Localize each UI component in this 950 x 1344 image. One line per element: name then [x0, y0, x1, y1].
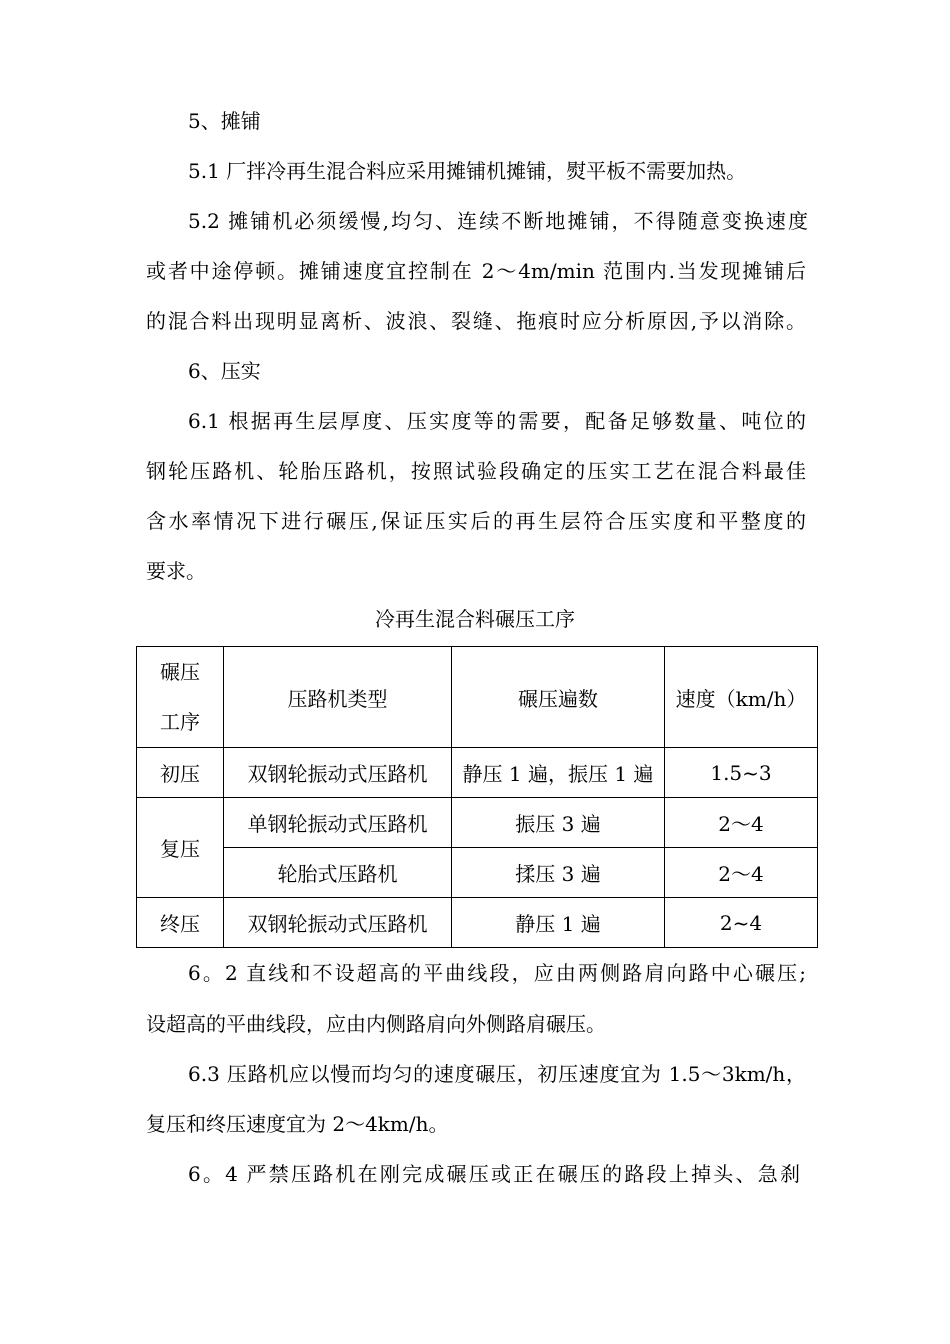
roller-cell: 轮胎式压路机 — [224, 848, 452, 898]
table-row — [137, 898, 818, 948]
header-process-line-1: 碾压 — [160, 660, 200, 684]
section-6-heading: 6、压实 — [188, 359, 261, 383]
speed-cell: 2～4 — [665, 798, 818, 848]
roller-cell: 单钢轮振动式压路机 — [224, 798, 452, 848]
section-5-heading: 5、摊铺 — [188, 109, 261, 133]
table-header-row — [137, 647, 818, 748]
paragraph-6-2-line-1: 6。2 直线和不设超高的平曲线段，应由两侧路肩向路中心碾压; — [188, 961, 806, 985]
paragraph-5-2-line-2: 或者中途停顿。摊铺速度宜控制在 2～4m/min 范围内.当发现摊铺后 — [146, 259, 806, 283]
passes-cell: 揉压 3 遍 — [452, 848, 665, 898]
header-cell-speed: 速度（km/h） — [665, 647, 818, 748]
paragraph-6-3-line-1: 6.3 压路机应以慢而均匀的速度碾压，初压速度宜为 1.5～3km/h， — [188, 1062, 806, 1086]
header-cell-passes: 碾压遍数 — [452, 647, 665, 748]
process-cell: 初压 — [137, 748, 224, 798]
rolling-process-table — [136, 646, 818, 948]
paragraph-6-1-line-2: 钢轮压路机、轮胎压路机，按照试验段确定的压实工艺在混合料最佳 — [146, 459, 806, 483]
paragraph-5-2-line-3: 的混合料出现明显离析、波浪、裂缝、拖痕时应分析原因,予以消除。 — [146, 309, 806, 333]
roller-cell: 双钢轮振动式压路机 — [224, 748, 452, 798]
paragraph-5-2-line-1: 5.2 摊铺机必须缓慢,均匀、连续不断地摊铺，不得随意变换速度 — [188, 209, 808, 233]
speed-cell: 1.5~3 — [665, 748, 818, 798]
table-caption: 冷再生混合料碾压工序 — [375, 607, 575, 631]
paragraph-6-4-line-1: 6。4 严禁压路机在刚完成碾压或正在碾压的路段上掉头、急刹 — [188, 1162, 800, 1186]
paragraph-6-1-line-4: 要求。 — [146, 559, 206, 583]
speed-cell: 2~4 — [665, 898, 818, 948]
table-row — [137, 798, 818, 848]
paragraph-6-2-line-2: 设超高的平曲线段，应由内侧路肩向外侧路肩碾压。 — [146, 1012, 606, 1036]
process-cell: 终压 — [137, 898, 224, 948]
header-process-line-2: 工序 — [160, 710, 200, 734]
passes-cell: 振压 3 遍 — [452, 798, 665, 848]
roller-cell: 双钢轮振动式压路机 — [224, 898, 452, 948]
header-cell-process — [137, 647, 224, 748]
paragraph-5-1: 5.1 厂拌冷再生混合料应采用摊铺机摊铺，熨平板不需要加热。 — [188, 159, 747, 183]
table-row — [137, 848, 818, 898]
speed-cell: 2～4 — [665, 848, 818, 898]
table-row — [137, 748, 818, 798]
process-cell: 复压 — [137, 798, 224, 898]
paragraph-6-1-line-3: 含水率情况下进行碾压,保证压实后的再生层符合压实度和平整度的 — [146, 509, 806, 533]
paragraph-6-3-line-2: 复压和终压速度宜为 2～4km/h。 — [146, 1112, 449, 1136]
paragraph-6-1-line-1: 6.1 根据再生层厚度、压实度等的需要，配备足够数量、吨位的 — [188, 409, 806, 433]
passes-cell: 静压 1 遍 — [452, 898, 665, 948]
passes-cell: 静压 1 遍，振压 1 遍 — [452, 748, 665, 798]
header-cell-roller-type: 压路机类型 — [224, 647, 452, 748]
